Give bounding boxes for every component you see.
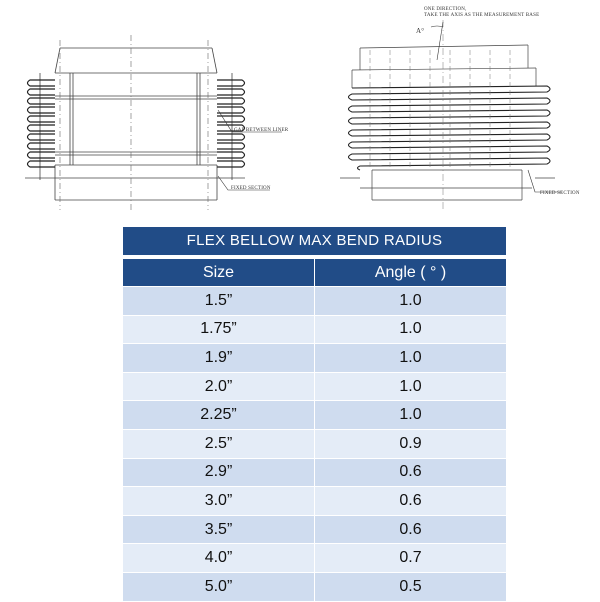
bend-radius-table: [123, 227, 506, 602]
angle-cell: 0.6: [399, 491, 422, 509]
size-cell: 2.5”: [123, 430, 315, 458]
size-cell: 2.25”: [123, 401, 315, 429]
angle-cell: 1.0: [399, 348, 422, 366]
angle-cell: 0.5: [399, 577, 422, 595]
angle-cell: 1.0: [399, 406, 422, 424]
size-cell: 5.0”: [123, 573, 315, 601]
angle-cell: 1.0: [399, 291, 422, 309]
size-cell: 1.75”: [123, 316, 315, 344]
bellows-section-drawing: [0, 0, 300, 222]
table-row: [123, 459, 506, 488]
bellows-bend-drawing: [300, 0, 600, 222]
size-column-header: Size: [123, 259, 315, 286]
table-row: [123, 516, 506, 545]
table-row: [123, 544, 506, 573]
table-row: [123, 487, 506, 516]
table-row: [123, 430, 506, 459]
size-cell: 3.0”: [123, 487, 315, 515]
table-row: [123, 287, 506, 316]
size-cell: 2.9”: [123, 459, 315, 487]
table-row: [123, 373, 506, 402]
size-cell: 3.5”: [123, 516, 315, 544]
size-cell: 2.0”: [123, 373, 315, 401]
table-row: [123, 316, 506, 345]
angle-cell: 0.7: [399, 549, 422, 567]
size-cell: 1.9”: [123, 344, 315, 372]
table-row: [123, 401, 506, 430]
angle-column-header: Angle ( ° ): [374, 263, 447, 281]
table-row: [123, 573, 506, 602]
angle-cell: 0.6: [399, 520, 422, 538]
direction-label-line1: ONE DIRECTION,: [424, 7, 467, 12]
table-body: [123, 287, 506, 602]
angle-cell: 0.6: [399, 463, 422, 481]
table-header-row: [123, 259, 506, 287]
size-cell: 1.5”: [123, 287, 315, 315]
angle-cell: 1.0: [399, 320, 422, 338]
fixed-section-label: FIXED SECTION: [231, 186, 271, 191]
angle-cell: 0.9: [399, 434, 422, 452]
table-title: FLEX BELLOW MAX BEND RADIUS: [123, 227, 506, 259]
angle-symbol-label: A°: [416, 27, 425, 35]
fixed-section-label: FIXED SECTION: [540, 191, 580, 196]
size-cell: 4.0”: [123, 544, 315, 572]
direction-label-line2: TAKE THE AXIS AS THE MEASUREMENT BASE: [424, 13, 540, 18]
angle-cell: 1.0: [399, 377, 422, 395]
table-row: [123, 344, 506, 373]
gap-label: GAP BETWEEN LINER: [234, 128, 289, 133]
